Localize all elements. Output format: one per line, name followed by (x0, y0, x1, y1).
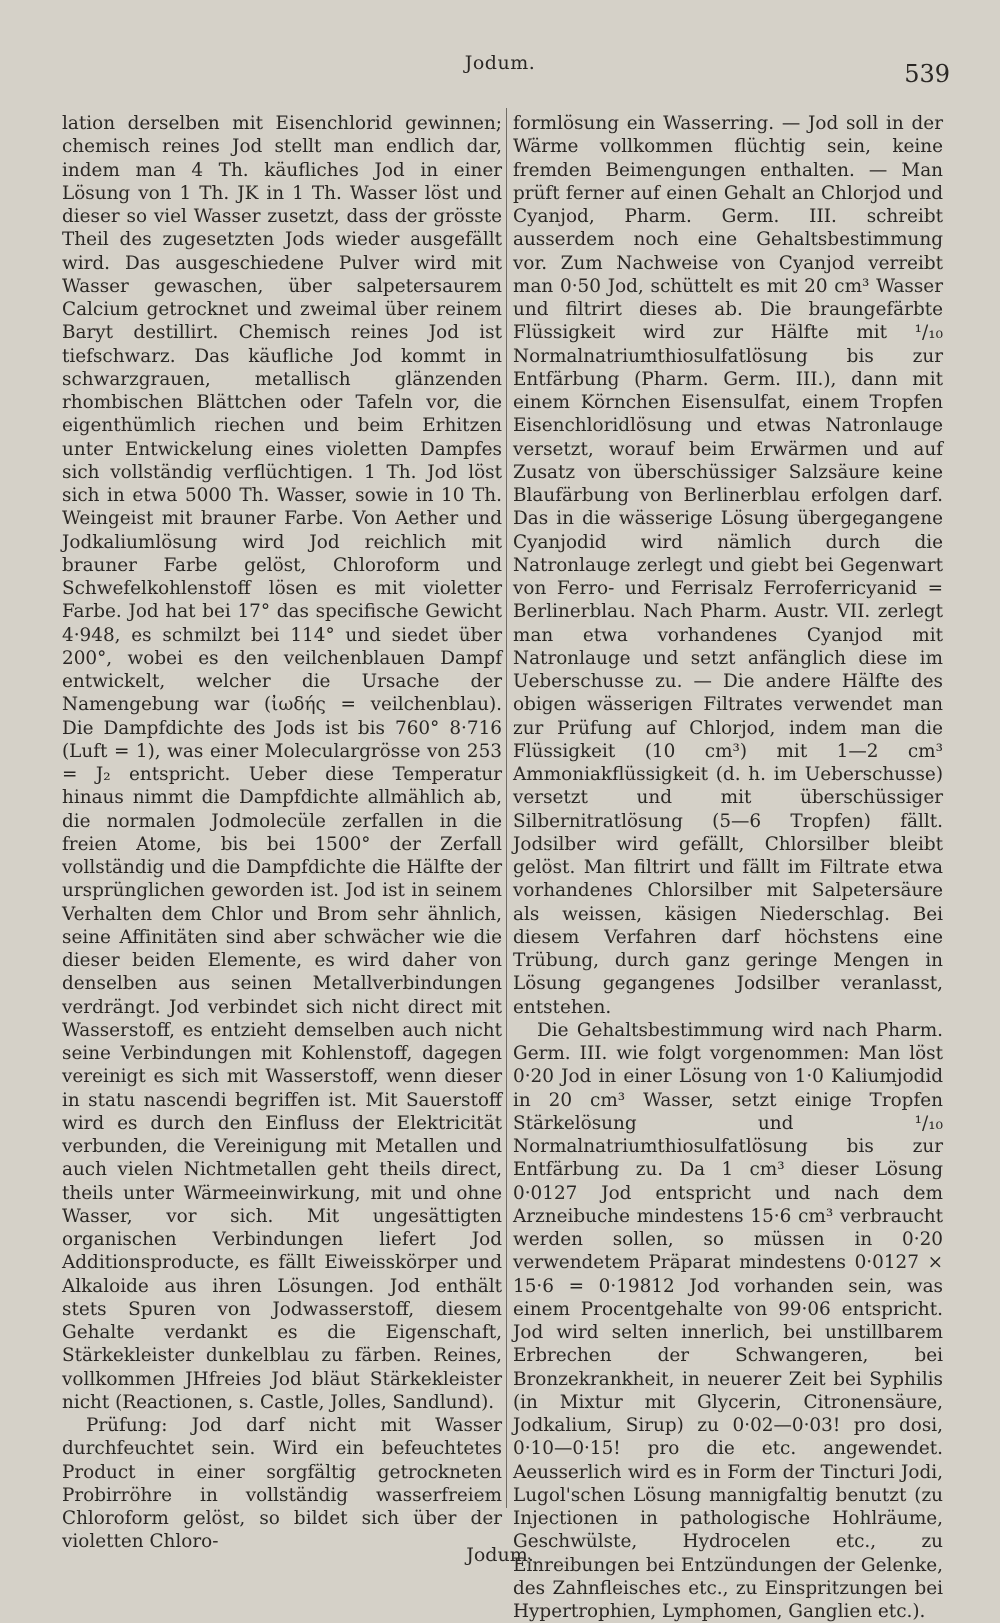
footer-title: Jodum. (466, 1544, 534, 1566)
right-paragraph-1: formlösung ein Wasserring. — Jod soll in der Wärme vollkommen flüchtig sein, keine fremden Beimengungen enthalten. — Man prüft ferner auf einen Gehalt an Chlorjod und Cyanjod, Pharm. Germ. III. schreibt ausserdem noch eine Gehaltsbestimmung vor. Zum Nachweise von Cyanjod verreibt man 0·50 Jod, schüttelt es mit 20 cm³ Wasser und filtrirt dieses ab. Die braungefärbte Flüssigkeit wird zur Hälfte mit ¹/₁₀ Normalnatriumthiosulfatlösung bis zur Entfärbung (Pharm. Germ. III.), dann mit einem Körnchen Eisensulfat, einem Tropfen Eisenchloridlösung und etwas Natronlauge versetzt, worauf beim Erwärmen und auf Zusatz von überschüssiger Salzsäure keine Blaufärbung von Berlinerblau erfolgen darf. Das in die wässerige Lösung übergegangene Cyanjodid wird nämlich durch die Natronlauge zerlegt und giebt bei Gegenwart von Ferro- und Ferrisalz Ferroferricyanid = Berlinerblau. Nach Pharm. Austr. VII. zerlegt man etwa vorhandenes Cyanjod mit Natronlauge und setzt anfänglich diese im Ueberschusse zu. — Die andere Hälfte des obigen wässerigen Filtrates verwendet man zur Prüfung auf Chlorjod, indem man die Flüssigkeit (10 cm³) mit 1—2 cm³ Ammoniakflüssigkeit (d. h. im Ueberschusse) versetzt und mit überschüssiger Silbernitratlösung (5—6 Tropfen) fällt. Jodsilber wird gefällt, Chlorsilber bleibt gelöst. Man filtrirt und fällt im Filtrate etwa vorhandenes Chlorsilber mit Salpetersäure als weissen, käsigen Niederschlag. Bei diesem Verfahren darf höchstens eine Trübung, durch ganz geringe Mengen in Lösung gegangenes Jodsilber veranlasst, entstehen. (513, 113, 943, 1018)
left-paragraph-2: Prüfung: Jod darf nicht mit Wasser durchfeuchtet sein. Wird ein befeuchtetes Product in einer sorgfältig getrockneten Probirröhre in vollständig wasserfreiem Chloroform gelöst, so bildet sich über der violetten Chloro- (62, 1415, 502, 1553)
left-paragraph-1: lation derselben mit Eisenchlorid gewinnen; chemisch reines Jod stellt man endlich dar, indem man 4 Th. käufliches Jod in einer Lösung von 1 Th. JK in 1 Th. Wasser löst und dieser so viel Wasser zusetzt, dass der grösste Theil des zugesetzten Jods wieder ausgefällt wird. Das ausgeschiedene Pulver wird mit Wasser gewaschen, über salpetersaurem Calcium getrocknet und zweimal über reinem Baryt destillirt. Chemisch reines Jod ist tiefschwarz. Das käufliche Jod kommt in schwarzgrauen, metallisch glänzenden rhombischen Blättchen oder Tafeln vor, die eigenthümlich riechen und beim Erhitzen unter Entwickelung eines violetten Dampfes sich vollständig verflüchtigen. 1 Th. Jod löst sich in etwa 5000 Th. Wasser, sowie in 10 Th. Weingeist mit brauner Farbe. Von Aether und Jodkaliumlösung wird Jod reichlich mit brauner Farbe gelöst, Chloroform und Schwefelkohlenstoff lösen es mit violetter Farbe. Jod hat bei 17° das specifische Gewicht 4·948, es schmilzt bei 114° und siedet über 200°, wobei es den veilchenblauen Dampf entwickelt, welcher die Ursache der Namengebung war (ἰωδής = veilchenblau). Die Dampfdichte des Jods ist bis 760° 8·716 (Luft = 1), was einer Moleculargrösse von 253 = J₂ entspricht. Ueber diese Temperatur hinaus nimmt die Dampfdichte allmählich ab, die normalen Jodmolecüle zerfallen in die freien Atome, bis bei 1500° der Zerfall vollständig und die Dampfdichte die Hälfte der ursprünglichen geworden ist. Jod ist in seinem Verhalten dem Chlor und Brom sehr ähnlich, seine Affinitäten sind aber schwächer wie die dieser beiden Elemente, es wird daher von denselben aus seinen Metallverbindungen verdrängt. Jod verbindet sich nicht direct mit Wasserstoff, es entzieht demselben auch nicht seine Verbindungen mit Kohlenstoff, dagegen vereinigt es sich mit Wasserstoff, wenn dieser in statu nascendi begriffen ist. Mit Sauerstoff wird es durch den Einfluss der Elektricität verbunden, die Vereinigung mit Metallen und auch vielen Nichtmetallen geht theils direct, theils unter Wärmeeinwirkung, mit und ohne Wasser, vor sich. Mit ungesättigten organischen Verbindungen liefert Jod Additionsproducte, es fällt Eiweisskörper und Alkaloide aus ihren Lösungen. Jod enthält stets Spuren von Jodwasserstoff, diesem Gehalte verdankt es die Eigenschaft, Stärkekleister dunkelblau zu färben. Reines, vollkommen JHfreies Jod bläut Stärkekleister nicht (Reactionen, s. Castle, Jolles, Sandlund). (62, 113, 502, 1413)
column-divider (506, 108, 507, 1508)
page-number: 539 (904, 60, 950, 88)
running-title: Jodum. (464, 52, 536, 74)
left-column (62, 112, 502, 1554)
right-paragraph-2: Die Gehaltsbestimmung wird nach Pharm. Germ. III. wie folgt vorgenommen: Man löst 0·20 Jod in einer Lösung von 1·0 Kaliumjodid in 20 cm³ Wasser, setzt einige Tropfen Stärkelösung und ¹/₁₀ Normalnatriumthiosulfatlösung bis zur Entfärbung zu. Da 1 cm³ dieser Lösung 0·0127 Jod entspricht und nach dem Arzneibuche mindestens 15·6 cm³ verbraucht werden sollen, so müssen in 0·20 verwendetem Präparat mindestens 0·0127 × 15·6 = 0·19812 Jod vorhanden sein, was einem Procentgehalte von 99·06 entspricht. Jod wird selten innerlich, bei unstillbarem Erbrechen der Schwangeren, bei Bronzekrankheit, in neuerer Zeit bei Syphilis (in Mixtur mit Glycerin, Citronensäure, Jodkalium, Sirup) zu 0·02—0·03! pro dosi, 0·10—0·15! pro die etc. angewendet. Aeusserlich wird es in Form der Tincturi Jodi, Lugol'schen Lösung mannigfaltig benutzt (zu Injectionen in pathologische Hohlräume, Geschwülste, Hydrocelen etc., zu Einreibungen bei Entzündungen der Gelenke, des Zahnfleisches etc., zu Einspritzungen bei Hypertrophien, Lymphomen, Ganglien etc.). (513, 1019, 943, 1622)
right-column (513, 112, 943, 1623)
